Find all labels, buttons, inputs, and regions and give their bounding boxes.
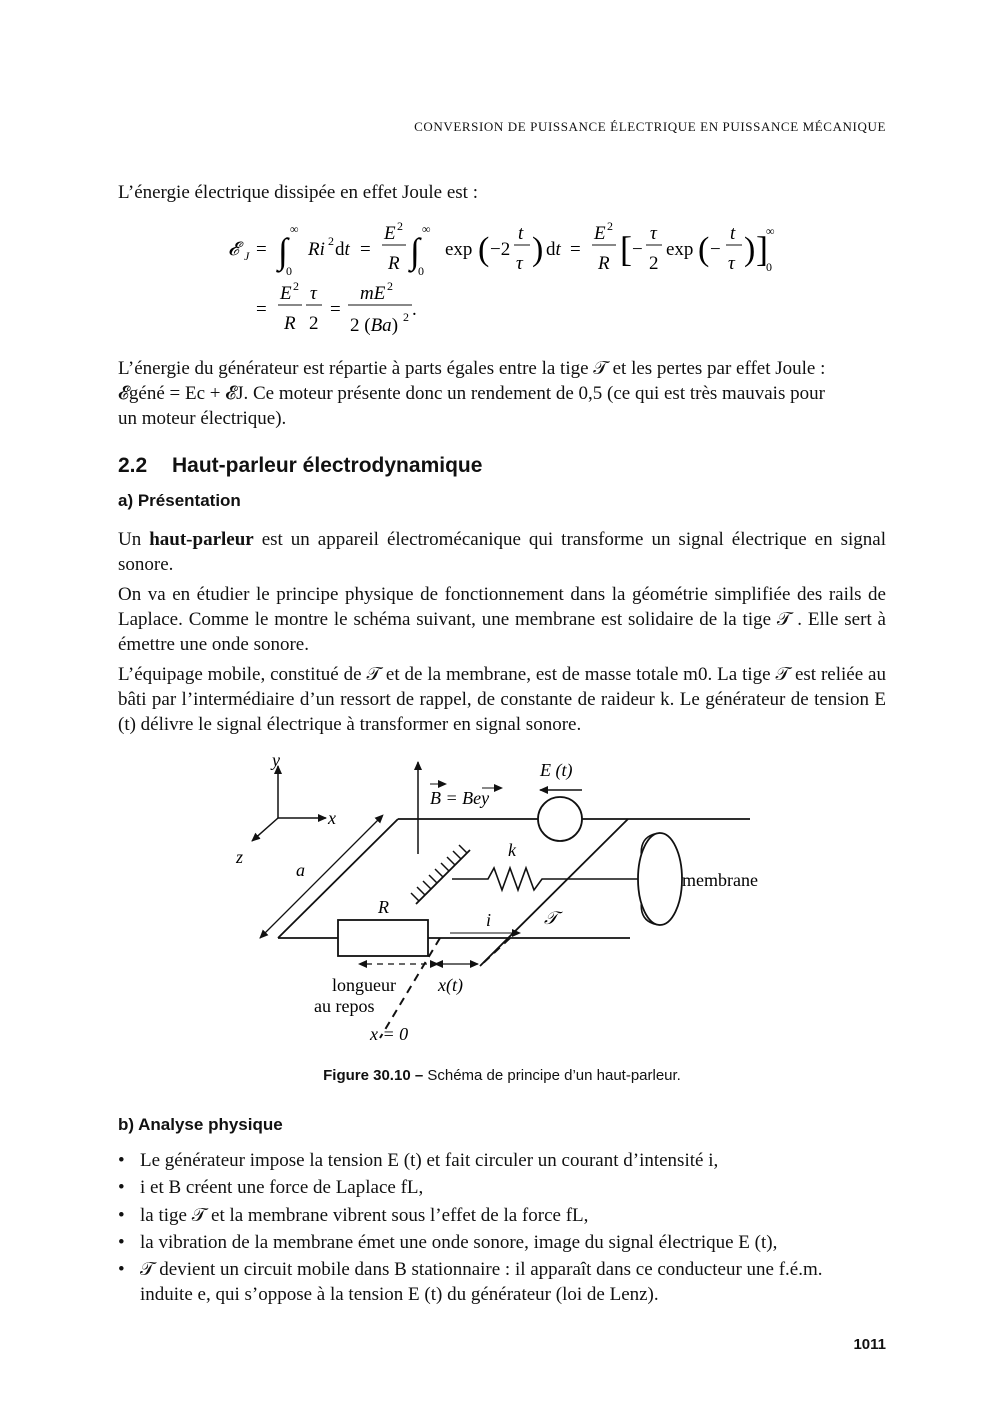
label-membrane: membrane (682, 870, 758, 890)
energy-paragraph-line2: 𝓔géné = Ec + 𝓔J. Ce moteur présente donc un rendement de 0,5 (ce qui est très mauvais pour (118, 383, 825, 404)
svg-text:R: R (388, 253, 400, 274)
svg-text:0: 0 (766, 260, 772, 274)
svg-text:τ: τ (650, 223, 657, 244)
svg-text:=: = (360, 239, 371, 260)
figure-caption: Figure 30.10 – Schéma de principe d’un haut-parleur. (323, 1067, 681, 1084)
svg-text:∫: ∫ (278, 231, 288, 271)
page-number: 1011 (853, 1336, 886, 1353)
subsection-b-title: b) Analyse physique (118, 1115, 283, 1134)
svg-text:∞: ∞ (766, 224, 775, 238)
svg-text:0: 0 (286, 264, 292, 278)
presentation-paragraph-3: L’équipage mobile, constitué de 𝒯 et de la membrane, est de masse totale m0. La tige 𝒯 est reliée au bâti par l’intermédiaire d’un ressort de rappel, de constante de raideur k. Le générateur de tension E (t) délivre le signal électrique à transformer en signal sonore. (118, 664, 886, 735)
svg-text:=: = (570, 239, 581, 260)
bullet-item-continuation: induite e, qui s’oppose à la tension E (t) du générateur (loi de Lenz). (140, 1284, 659, 1305)
svg-text:τ: τ (516, 253, 523, 274)
running-header: CONVERSION DE PUISSANCE ÉLECTRIQUE EN PUISSANCE MÉCANIQUE (414, 119, 886, 134)
svg-text:2: 2 (387, 279, 393, 293)
label-xt: x(t) (438, 975, 463, 995)
svg-text:t: t (518, 223, 524, 244)
label-x: x (328, 808, 336, 828)
svg-text:∞: ∞ (422, 222, 431, 236)
bullet-item: • la vibration de la membrane émet une onde sonore, image du signal électrique E (t), (118, 1232, 778, 1253)
bullet-item: • Le générateur impose la tension E (t) et fait circuler un courant d’intensité i, (118, 1150, 719, 1171)
svg-text:τ: τ (310, 283, 317, 304)
svg-text:]: ] (756, 229, 768, 269)
label-rest-2: au repos (314, 996, 375, 1016)
svg-text:exp: exp (666, 239, 694, 260)
svg-text:2: 2 (397, 219, 403, 233)
presentation-paragraph-1: Un haut-parleur est un appareil électromécanique qui transforme un signal électrique en signal sonore. (118, 529, 886, 575)
svg-text:R: R (598, 253, 610, 274)
spring (452, 868, 630, 890)
svg-text:E: E (384, 223, 396, 244)
energy-paragraph-line3: un moteur électrique). (118, 408, 287, 429)
svg-text:−: − (632, 239, 643, 260)
bullet-item: • la tige 𝒯 et la membrane vibrent sous l’effet de la force fL, (118, 1205, 589, 1226)
svg-text:−2: −2 (490, 239, 511, 260)
svg-text:dt: dt (546, 239, 561, 260)
svg-text:mE: mE (360, 283, 386, 304)
label-y: y (272, 750, 280, 770)
voltage-source (538, 797, 582, 841)
label-k: k (508, 840, 516, 860)
svg-text:(: ( (698, 231, 710, 268)
svg-text:2: 2 (403, 310, 409, 324)
svg-text:=: = (256, 239, 267, 260)
svg-text:): ) (744, 231, 756, 268)
label-a: a (296, 860, 305, 880)
svg-text:t: t (730, 223, 736, 244)
svg-text:E: E (594, 223, 606, 244)
section-number: 2.2 (118, 454, 148, 477)
svg-text:0: 0 (418, 264, 424, 278)
svg-text:2: 2 (328, 234, 334, 248)
svg-text:τ: τ (728, 253, 735, 274)
svg-text:2: 2 (607, 219, 613, 233)
svg-text:exp: exp (445, 239, 473, 260)
subsection-a-title: a) Présentation (118, 491, 241, 510)
label-z: z (236, 847, 244, 867)
label-R: R (378, 897, 389, 917)
z-axis (252, 818, 278, 841)
svg-text:dt: dt (335, 239, 350, 260)
bullet-item: • i et B créent une force de Laplace fL, (118, 1177, 424, 1198)
svg-text:∫: ∫ (410, 231, 420, 271)
svg-text:(: ( (478, 231, 490, 268)
loudspeaker-diagram (230, 748, 790, 1053)
presentation-paragraph-2: On va en étudier le principe physique de fonctionnement dans la géométrie simplifiée des rails de Laplace. Comme le montre le schéma suivant, une membrane est solidaire de la tige 𝒯 . Elle sert à émettre une onde sonore. (118, 584, 886, 655)
label-rest-1: longueur (332, 975, 396, 995)
wall-hatching (411, 845, 467, 901)
joule-intro: L’énergie électrique dissipée en effet Joule est : (118, 182, 478, 203)
label-i: i (486, 910, 492, 930)
section-title: Haut-parleur électrodynamique (172, 454, 483, 477)
svg-text:∞: ∞ (290, 222, 299, 236)
svg-text:𝓔: 𝓔 (228, 239, 239, 260)
resistor (338, 920, 428, 956)
bullet-item: • 𝒯 devient un circuit mobile dans B stationnaire : il apparaît dans ce conducteur une f.é.m. (118, 1259, 823, 1280)
label-T: 𝒯 (544, 908, 558, 928)
svg-text:2: 2 (293, 279, 299, 293)
svg-text:2: 2 (309, 313, 319, 334)
label-b-field: B = Bey (430, 788, 490, 808)
rod-to-rail-dashed (480, 938, 510, 966)
label-x0: x = 0 (370, 1024, 409, 1044)
svg-text:=: = (330, 299, 341, 320)
svg-text:2: 2 (649, 253, 659, 274)
joule-energy-equation (200, 215, 820, 345)
svg-text:2 (Ba): 2 (Ba) (350, 315, 399, 336)
energy-paragraph-line1: L’énergie du générateur est répartie à parts égales entre la tige 𝒯 et les pertes par effet Joule : (118, 358, 826, 379)
svg-text:Ri: Ri (308, 239, 325, 260)
svg-text:−: − (710, 239, 721, 260)
svg-text:R: R (284, 313, 296, 334)
svg-text:): ) (532, 231, 544, 268)
svg-text:E: E (280, 283, 292, 304)
label-source: E (t) (540, 760, 573, 780)
axes (252, 766, 326, 841)
membrane-shape (638, 833, 682, 925)
svg-text:.: . (412, 299, 417, 320)
svg-text:[: [ (620, 229, 632, 269)
svg-text:J: J (244, 249, 250, 263)
svg-text:=: = (256, 299, 267, 320)
